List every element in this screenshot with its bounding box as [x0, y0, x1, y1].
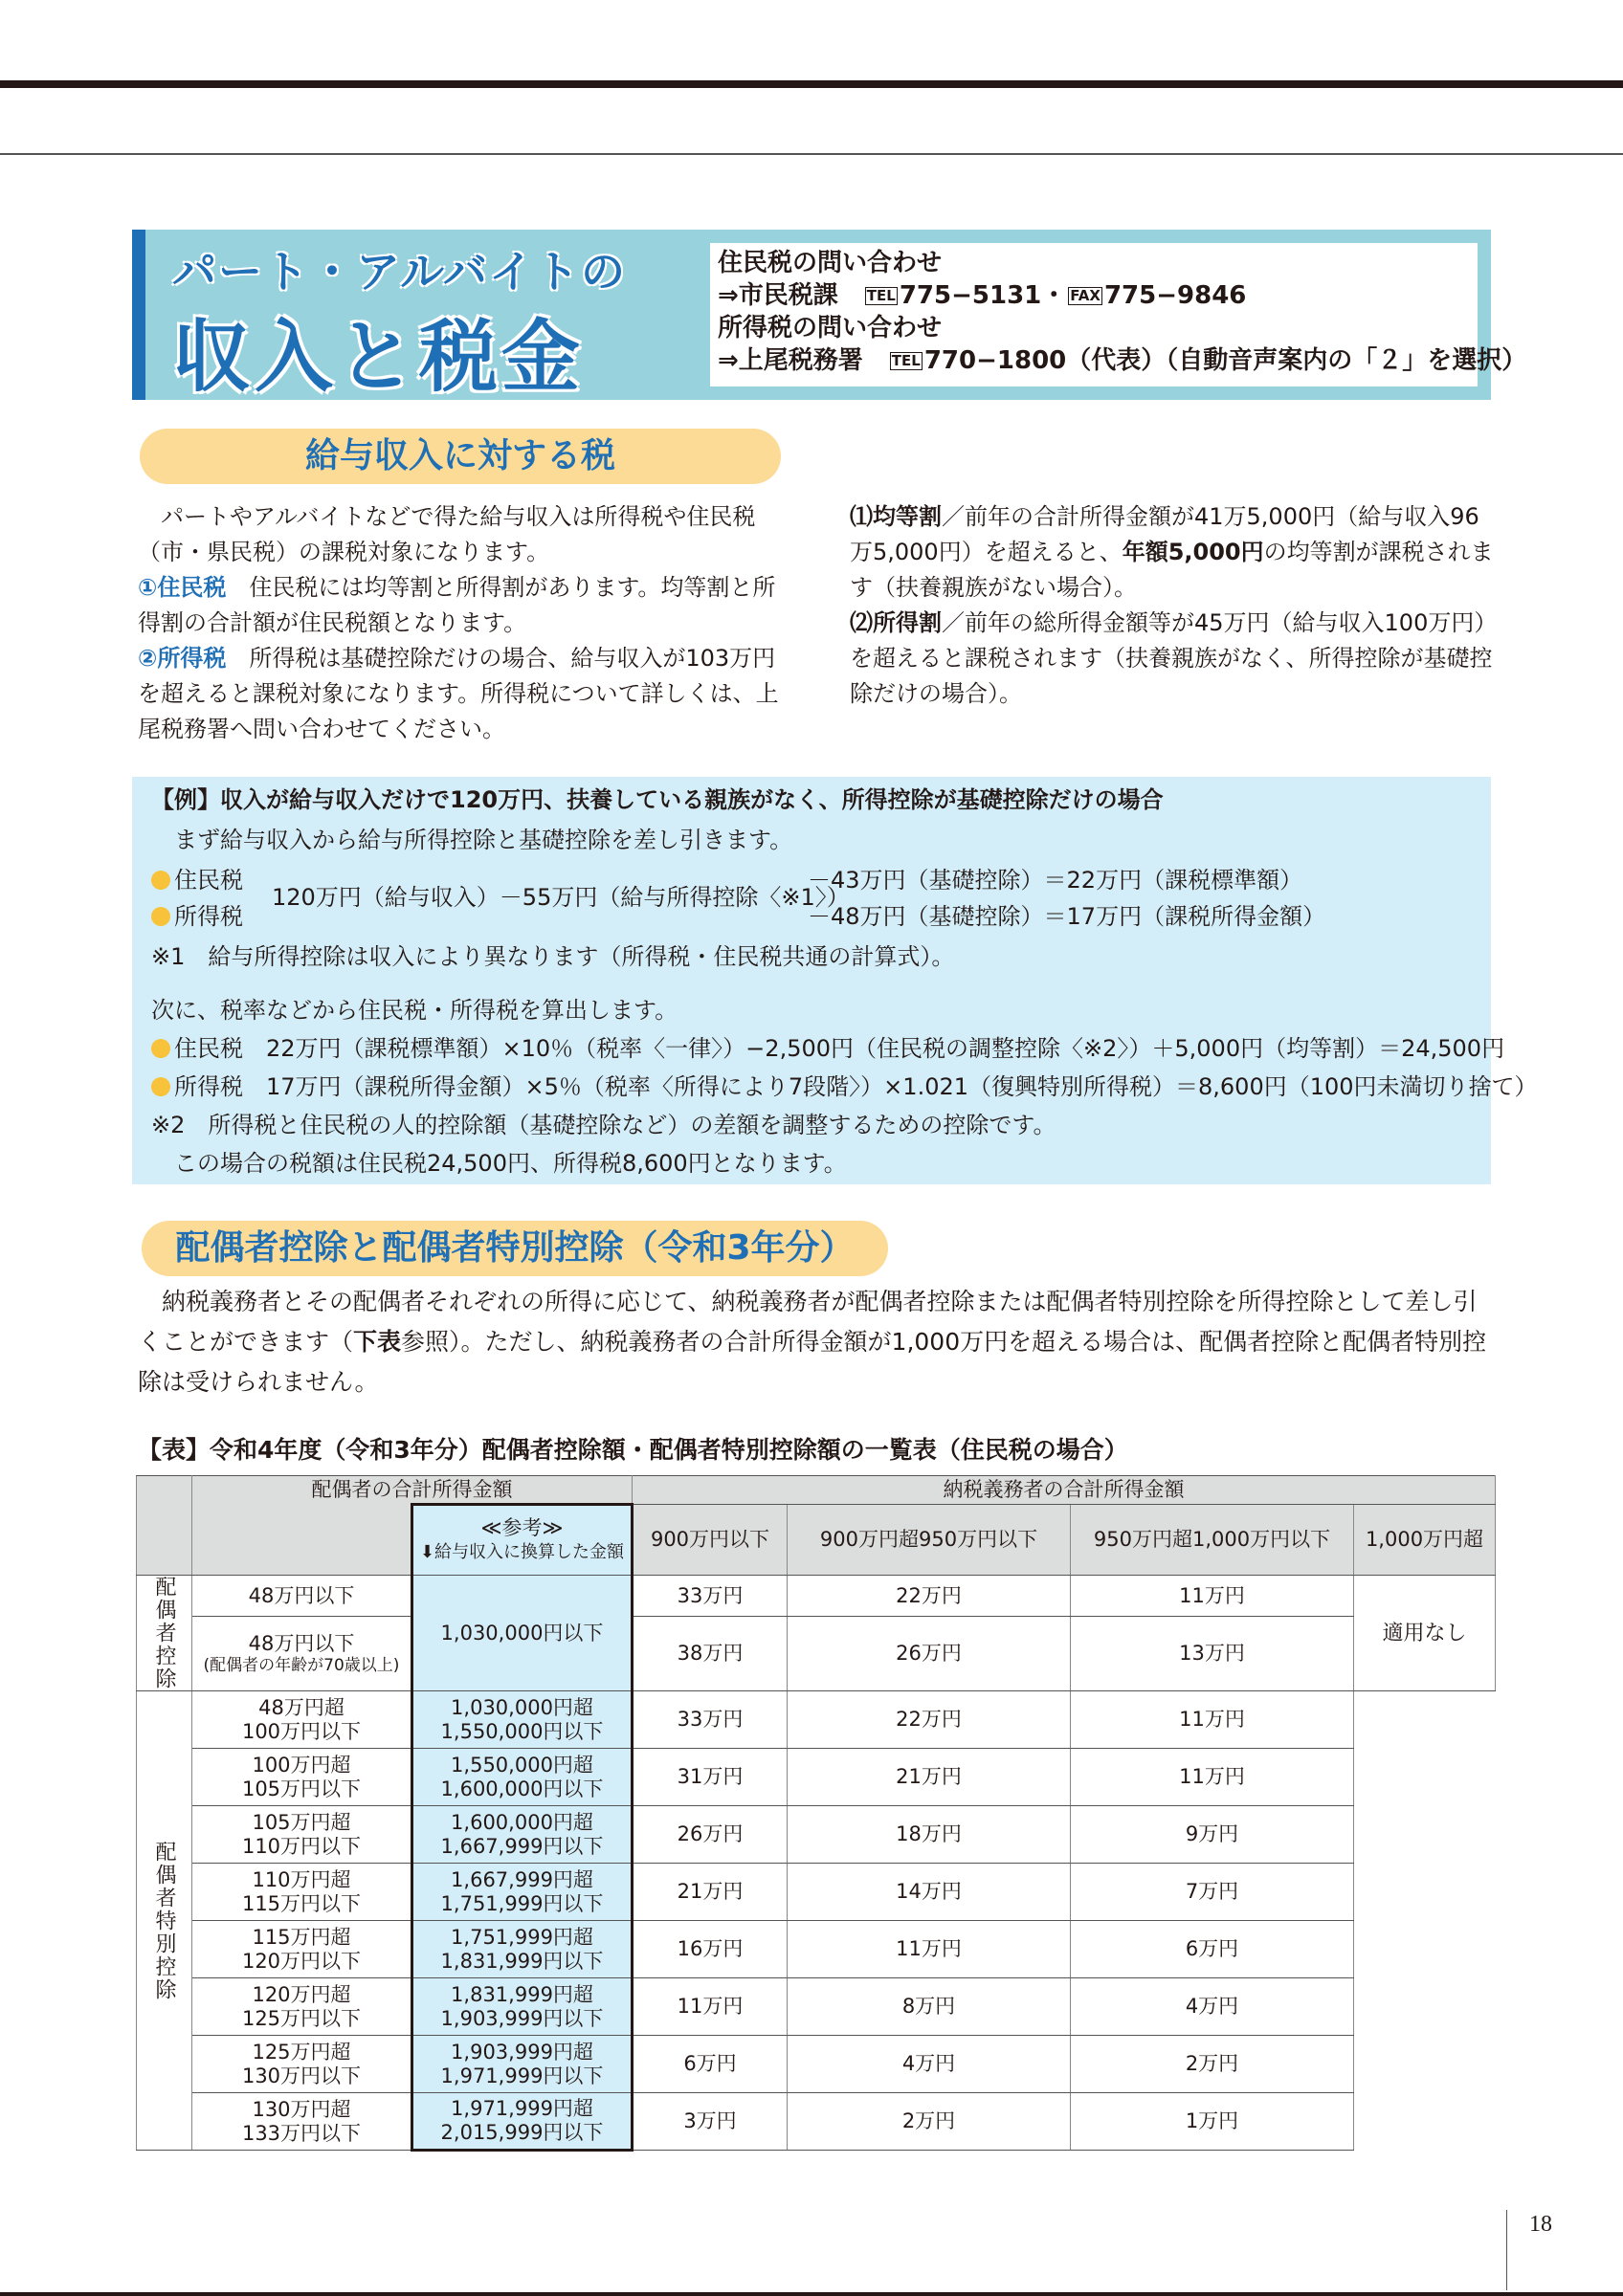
example-box: [132, 777, 1538, 1184]
example-common-calc: 120万円（給与収入）－55万円（給与所得控除〈※1〉）: [272, 884, 850, 911]
spouse-income-header: 配偶者の合計所得金額: [192, 1476, 633, 1505]
range-from: 100万円超: [252, 1753, 351, 1777]
section1-right-column: [850, 499, 1497, 712]
reference-range: [412, 2093, 633, 2151]
spouse-income-range: [192, 1864, 412, 1921]
contact-box: [710, 243, 1527, 386]
group-label-spouse-deduction: 配偶者控除: [137, 1576, 192, 1691]
resident-label-text: 住民税: [174, 867, 243, 894]
tel-icon: TEL: [866, 287, 896, 304]
value-cell: 16万円: [633, 1921, 788, 1978]
income-label-text: 所得税: [174, 1073, 243, 1100]
col-header-4: 1,000万円超: [1354, 1505, 1496, 1576]
not-applicable-cell: 適用なし: [1354, 1576, 1496, 1691]
ref-from: 1,751,999円超: [451, 1925, 593, 1949]
value-cell: 13万円: [1071, 1617, 1354, 1691]
value-cell: 31万円: [633, 1749, 788, 1806]
ref-to: 1,550,000円以下: [440, 1719, 604, 1743]
example-resident-calc1: －43万円（基礎控除）＝22万円（課税標準額）: [808, 867, 1303, 894]
range-to: 120万円以下: [241, 1949, 362, 1973]
col-header-2: 900万円超950万円以下: [788, 1505, 1071, 1576]
spouse-income-range: [192, 2093, 412, 2151]
reference-range: [412, 1749, 633, 1806]
range-from: 110万円超: [252, 1867, 351, 1891]
group-label-special-deduction: 配偶者特別控除: [137, 1691, 192, 2151]
value-cell: 2万円: [1071, 2036, 1354, 2093]
value-cell: 26万円: [633, 1806, 788, 1864]
range-from: 48万円超: [258, 1695, 345, 1719]
contact-fax: 775−9846: [1103, 281, 1247, 310]
ref-to: 1,971,999円以下: [440, 2064, 604, 2087]
bullet-dot-icon: [151, 871, 170, 890]
range-from: 125万円超: [252, 2040, 351, 2064]
spouse-income-cell: [192, 1617, 412, 1691]
bottom-rule: [0, 2292, 1623, 2296]
section1-left-column: [138, 499, 789, 747]
ref-to: 1,667,999円以下: [440, 1834, 604, 1858]
page-number-divider: [1506, 2210, 1507, 2290]
table-row: [137, 2093, 1496, 2151]
ref-from: 1,831,999円超: [451, 1982, 593, 2006]
ref-from: 1,600,000円超: [451, 1810, 593, 1834]
range-from: 120万円超: [252, 1982, 351, 2006]
contact-line-resident-phone: [718, 279, 1470, 312]
contact-tel: 775−5131・: [899, 281, 1067, 310]
top-rule: [0, 80, 1623, 88]
resident-tax-paragraph: [138, 570, 789, 641]
value-cell: 1万円: [1071, 2093, 1354, 2151]
ref-to: 1,903,999円以下: [440, 2006, 604, 2030]
value-cell: 21万円: [633, 1864, 788, 1921]
resident-tax-label: ①住民税: [138, 574, 227, 601]
section2-intro-b: 参照）。ただし、納税義務者の合計所得金額が1,000万円を超える場合は、配偶者控除と配偶者特別控除は受けられません。: [138, 1328, 1487, 1396]
reference-range: [412, 1864, 633, 1921]
contact-line-income: 所得税の問い合わせ: [718, 314, 943, 342]
bullet-dot-icon: [151, 1077, 170, 1096]
col-header-3: 950万円超1,000万円以下: [1071, 1505, 1354, 1576]
page-title-line1: パート・アルバイトの: [172, 246, 627, 298]
spouse-income-range: [192, 1921, 412, 1978]
section-heading-salary-tax: 給与収入に対する税: [140, 429, 781, 484]
resident-label-text: 住民税: [174, 1035, 243, 1062]
value-cell: 26万円: [788, 1617, 1071, 1691]
value-cell: 2万円: [788, 2093, 1071, 2151]
table-title: 【表】令和4年度（令和3年分）配偶者控除額・配偶者特別控除額の一覧表（住民税の場合）: [138, 1436, 1128, 1464]
table-row: [137, 1806, 1496, 1864]
example-note2: ※2 所得税と住民税の人的控除額（基礎控除など）の差額を調整するための控除です。: [151, 1112, 1056, 1138]
reference-range: [412, 1978, 633, 2036]
value-cell: 7万円: [1071, 1864, 1354, 1921]
spouse-income-range: [192, 1806, 412, 1864]
section2-intro-bold: 下表: [353, 1328, 402, 1356]
section1-paragraph: パートやアルバイトなどで得た給与収入は所得税や住民税（市・県民税）の課税対象になります。: [138, 503, 756, 565]
range-to: 110万円以下: [241, 1834, 362, 1858]
ref-from: 1,667,999円超: [451, 1867, 593, 1891]
spouse-income-range: [192, 1691, 412, 1749]
per-capita-amount: 年額5,000円: [1122, 539, 1264, 565]
spouse-income-value: 48万円以下: [248, 1632, 355, 1655]
table-row: [137, 2036, 1496, 2093]
per-capita-text-a: ／前年の合計所得金額が41万5,000円（給与収入96万5,000円）を超えると、: [850, 503, 1479, 565]
fax-icon: FAX: [1070, 287, 1101, 304]
table-row: [137, 1864, 1496, 1921]
income-label-text: 所得税: [174, 903, 243, 930]
resident-calc2-text: 22万円（課税標準額）×10％（税率〈一律〉）−2,500円（住民税の調整控除〈※2〉）＋5,000円（均等割）＝24,500円: [266, 1035, 1505, 1062]
ref-to: 1,600,000円以下: [440, 1777, 604, 1800]
ref-from: 1,971,999円超: [451, 2097, 593, 2120]
value-cell: 21万円: [788, 1749, 1071, 1806]
spouse-deduction-table: [136, 1475, 1496, 2152]
spouse-income-range: [192, 1749, 412, 1806]
ref-from: 1,550,000円超: [451, 1753, 593, 1777]
ref-from: 1,903,999円超: [451, 2040, 593, 2064]
range-to: 115万円以下: [241, 1891, 362, 1915]
value-cell: 33万円: [633, 1691, 788, 1749]
range-to: 133万円以下: [241, 2121, 362, 2145]
page-number: 18: [1529, 2212, 1552, 2237]
value-cell: 22万円: [788, 1691, 1071, 1749]
per-capita-label: ⑴均等割: [850, 503, 942, 530]
reference-header-line1: ≪参考≫: [480, 1516, 564, 1539]
reference-range: [412, 1806, 633, 1864]
value-cell: 38万円: [633, 1617, 788, 1691]
spouse-income-note: (配偶者の年齢が70歳以上): [203, 1656, 400, 1675]
value-cell: 4万円: [1071, 1978, 1354, 2036]
value-cell: 11万円: [788, 1921, 1071, 1978]
value-cell: 11万円: [1071, 1576, 1354, 1617]
range-to: 105万円以下: [241, 1777, 362, 1800]
example-note1: ※1 給与所得控除は収入により異なります（所得税・住民税共通の計算式）。: [151, 943, 955, 970]
spouse-income-subheader: [192, 1505, 412, 1576]
ref-from: 1,030,000円超: [451, 1695, 593, 1719]
income-tax-paragraph: [138, 641, 789, 747]
bullet-dot-icon: [151, 907, 170, 926]
value-cell: 18万円: [788, 1806, 1071, 1864]
col-header-1: 900万円以下: [633, 1505, 788, 1576]
tel-icon: TEL: [891, 352, 921, 369]
value-cell: 11万円: [1071, 1749, 1354, 1806]
example-conclusion: この場合の税額は住民税24,500円、所得税8,600円となります。: [174, 1150, 847, 1177]
spouse-income-cell: 48万円以下: [192, 1576, 412, 1617]
example-resident-label: [151, 861, 243, 894]
income-levy-paragraph: [850, 606, 1497, 712]
value-cell: 9万円: [1071, 1806, 1354, 1864]
ref-to: 1,831,999円以下: [440, 1949, 604, 1973]
resident-tax-text: 住民税には均等割と所得割があります。均等割と所得割の合計額が住民税額となります。: [138, 574, 776, 636]
contact-line-resident: 住民税の問い合わせ: [718, 249, 943, 277]
reference-header-line2: ⬇給与収入に換算した金額: [419, 1542, 625, 1562]
range-from: 130万円超: [252, 2097, 351, 2121]
reference-header: [412, 1505, 633, 1576]
value-cell: 14万円: [788, 1864, 1071, 1921]
range-to: 100万円以下: [241, 1719, 362, 1743]
example-income-label: [151, 897, 243, 931]
section-heading-spouse-deduction: 配偶者控除と配偶者特別控除（令和3年分）: [142, 1221, 888, 1276]
table-row: [137, 1921, 1496, 1978]
example-step2: 次に、税率などから住民税・所得税を算出します。: [151, 997, 678, 1024]
value-cell: 33万円: [633, 1576, 788, 1617]
range-from: 105万円超: [252, 1810, 351, 1834]
ref-to: 1,751,999円以下: [440, 1891, 604, 1915]
section2-intro: [138, 1282, 1493, 1402]
per-capita-text-b: の均等割が課税されます（扶養親族がない場合）。: [850, 539, 1494, 601]
example-title: 【例】収入が給与収入だけで120万円、扶養している親族がなく、所得控除が基礎控除だけの場合: [151, 786, 1164, 813]
bullet-dot-icon: [151, 1039, 170, 1058]
value-cell: 11万円: [1071, 1691, 1354, 1749]
spouse-income-range: [192, 1978, 412, 2036]
income-levy-text: ／前年の総所得金額等が45万円（給与収入100万円）を超えると課税されます（扶養親族がなく、所得控除が基礎控除だけの場合）。: [850, 609, 1493, 707]
page-title-line2: 収入と税金: [172, 312, 585, 403]
income-tax-label: ②所得税: [138, 645, 227, 672]
income-tax-text: 所得税は基礎控除だけの場合、給与収入が103万円を超えると課税対象になります。所得税について詳しくは、上尾税務署へ問い合わせてください。: [138, 645, 779, 742]
table-row: [137, 1749, 1496, 1806]
example-income-calc2: [151, 1068, 1538, 1101]
example-resident-calc2: [151, 1029, 1504, 1063]
value-cell: 6万円: [1071, 1921, 1354, 1978]
contact-office-tel: 770−1800（代表）（自動音声案内の「２」を選択）: [923, 346, 1527, 375]
value-cell: 6万円: [633, 2036, 788, 2093]
spouse-income-range: [192, 2036, 412, 2093]
header-accent-bar: [132, 230, 145, 400]
reference-range: [412, 1921, 633, 1978]
example-step1: まず給与収入から給与所得控除と基礎控除を差し引きます。: [174, 827, 793, 853]
taxpayer-income-header: 納税義務者の合計所得金額: [633, 1476, 1496, 1505]
table-corner-cell: [137, 1476, 192, 1576]
reference-range: [412, 2036, 633, 2093]
contact-line-income-phone: [718, 344, 1527, 377]
reference-cell: 1,030,000円以下: [412, 1576, 633, 1691]
income-calc2-text: 17万円（課税所得金額）×5％（税率〈所得により7段階〉）×1.021（復興特別所得税）＝8,600円（100円未満切り捨て）: [266, 1073, 1538, 1100]
ref-to: 2,015,999円以下: [440, 2121, 604, 2144]
reference-range: [412, 1691, 633, 1749]
value-cell: 22万円: [788, 1576, 1071, 1617]
income-levy-label: ⑵所得割: [850, 609, 942, 636]
value-cell: 4万円: [788, 2036, 1071, 2093]
section2-intro-a: 納税義務者とその配偶者それぞれの所得に応じて、納税義務者が配偶者控除または配偶者特別控除を所得控除として差し引くことができます（: [138, 1288, 1478, 1356]
contact-dept: ⇒市民税課: [718, 281, 863, 310]
value-cell: 11万円: [633, 1978, 788, 2036]
example-income-calc1: －48万円（基礎控除）＝17万円（課税所得金額）: [808, 903, 1326, 930]
range-to: 125万円以下: [241, 2006, 362, 2030]
table-row: [137, 1978, 1496, 2036]
range-to: 130万円以下: [241, 2064, 362, 2087]
per-capita-paragraph: [850, 499, 1497, 606]
contact-office: ⇒上尾税務署: [718, 346, 888, 375]
range-from: 115万円超: [252, 1925, 351, 1949]
value-cell: 8万円: [788, 1978, 1071, 2036]
value-cell: 3万円: [633, 2093, 788, 2151]
top-thin-rule: [0, 153, 1623, 155]
table-row: [137, 1691, 1496, 1749]
